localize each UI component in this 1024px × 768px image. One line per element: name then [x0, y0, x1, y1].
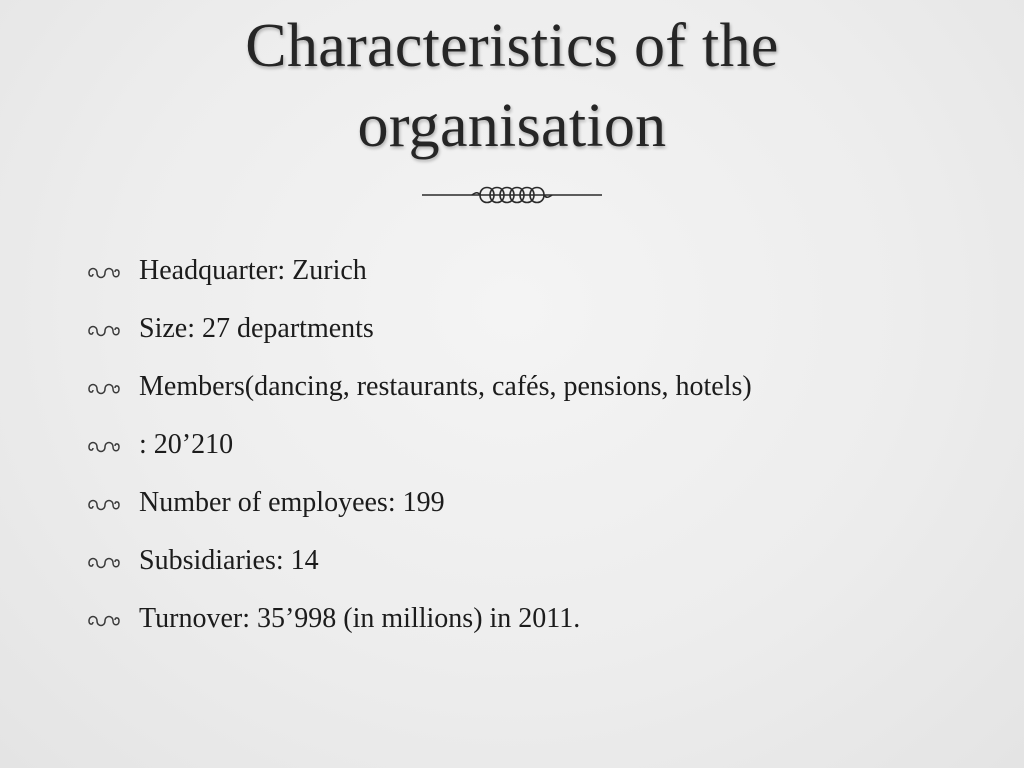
curly-scroll-bullet-icon: [86, 379, 122, 399]
list-item: [86, 300, 986, 358]
list-item: [86, 416, 986, 474]
bullet-text: : 20’210: [139, 429, 234, 460]
bullet-text: Members(dancing, restaurants, cafés, pensions, hotels): [139, 371, 752, 402]
bullet-text: Number of employees: 199: [139, 487, 445, 518]
bullet-text: Subsidiaries: 14: [139, 545, 319, 576]
slide-title: [112, 6, 912, 166]
bullet-text: Size: 27 departments: [139, 313, 374, 344]
slide-title-line-1: Characteristics of the: [245, 12, 779, 80]
list-item: [86, 242, 986, 300]
list-item: [86, 474, 986, 532]
curly-scroll-bullet-icon: [86, 321, 122, 341]
bullet-text: Turnover: 35’998 (in millions) in 2011.: [139, 603, 581, 634]
slide-title-line-2: organisation: [357, 92, 667, 160]
list-item: [86, 358, 986, 416]
curly-scroll-bullet-icon: [86, 611, 122, 631]
curly-scroll-bullet-icon: [86, 437, 122, 457]
curly-scroll-bullet-icon: [86, 495, 122, 515]
scroll-flourish-icon: [422, 180, 602, 210]
bullet-text: Headquarter: Zurich: [139, 255, 367, 286]
curly-scroll-bullet-icon: [86, 263, 122, 283]
list-item: [86, 590, 986, 648]
bullet-list: [86, 242, 986, 648]
list-item: [86, 532, 986, 590]
curly-scroll-bullet-icon: [86, 553, 122, 573]
